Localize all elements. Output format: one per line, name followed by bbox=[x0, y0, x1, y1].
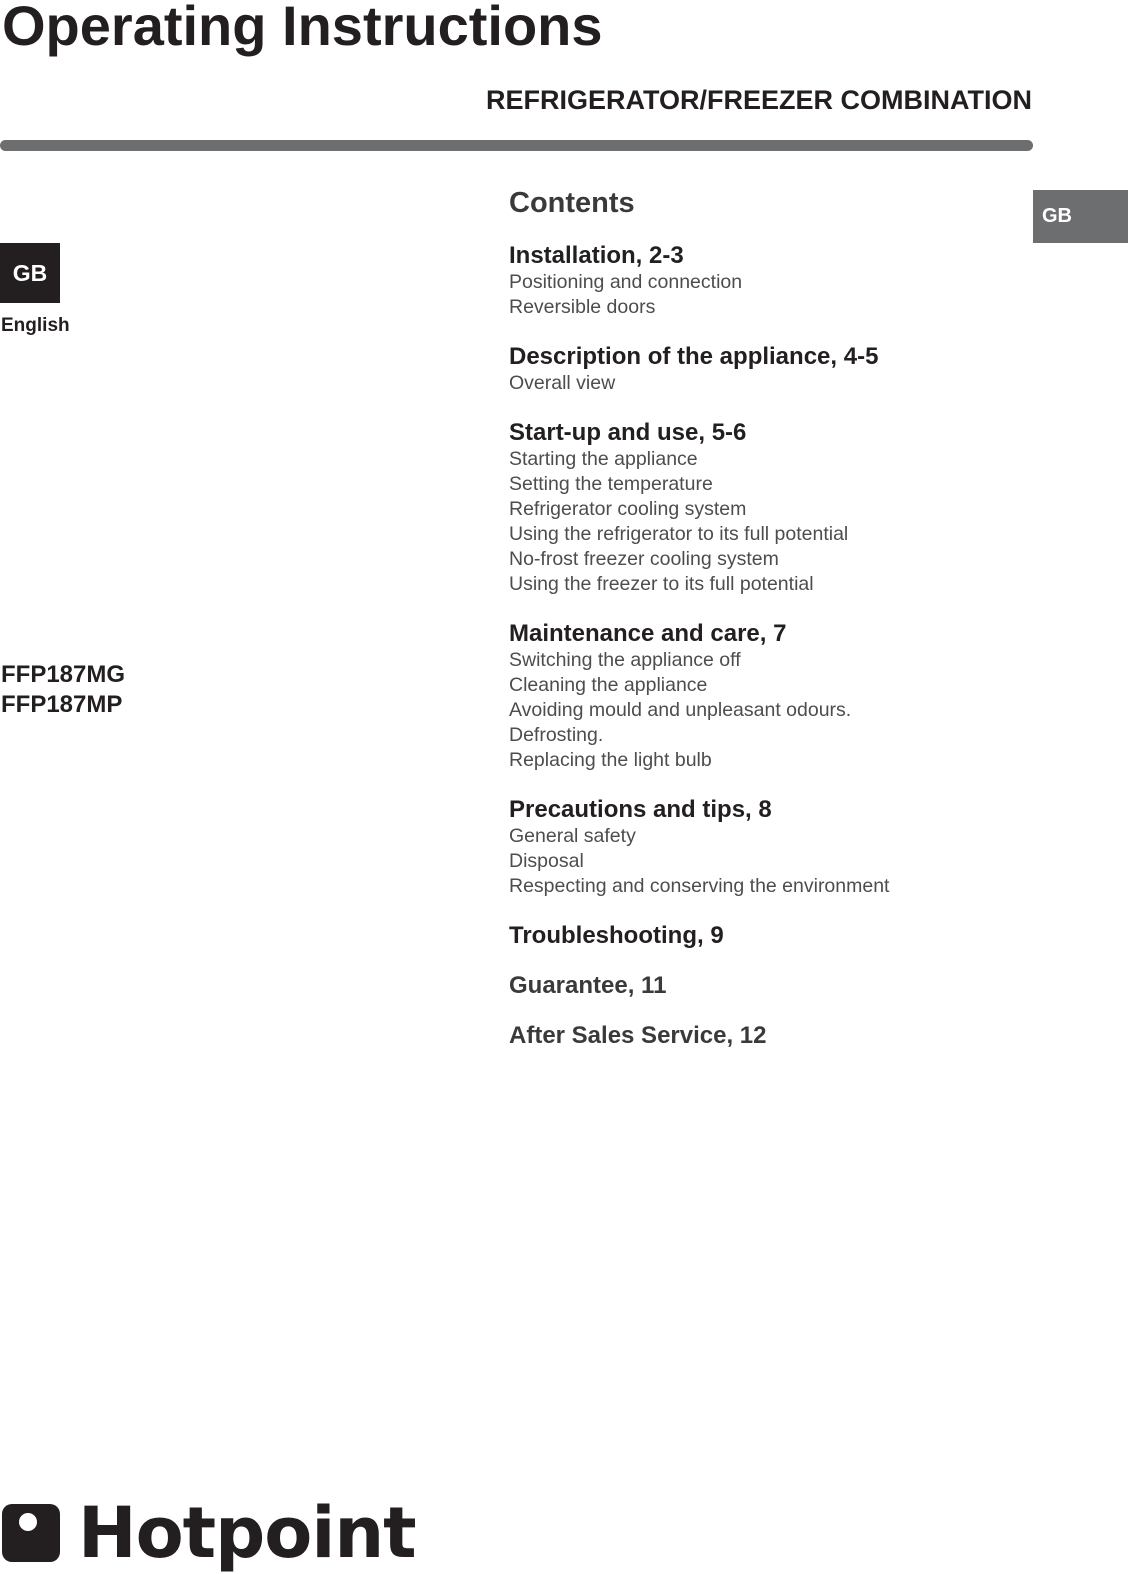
toc-item: Respecting and conserving the environment bbox=[509, 875, 890, 897]
toc-item: General safety bbox=[509, 825, 636, 847]
toc-item: Cleaning the appliance bbox=[509, 674, 708, 696]
hotpoint-logo-text: Hotpoint bbox=[78, 1492, 416, 1574]
toc-section-title: Start-up and use, 5-6 bbox=[509, 419, 747, 446]
toc-section bbox=[509, 796, 1029, 899]
toc-section-title: Precautions and tips, 8 bbox=[509, 796, 772, 823]
toc-section bbox=[509, 972, 1029, 1000]
toc-item: Switching the appliance off bbox=[509, 649, 741, 671]
toc-item: Reversible doors bbox=[509, 296, 656, 318]
model-number: FFP187MP bbox=[1, 691, 123, 718]
language-badge: GB bbox=[0, 243, 60, 303]
language-tab: GB bbox=[1033, 190, 1128, 243]
toc-item: Refrigerator cooling system bbox=[509, 498, 747, 520]
toc-section bbox=[509, 620, 1029, 773]
toc-item: Starting the appliance bbox=[509, 448, 698, 470]
table-of-contents bbox=[509, 184, 1029, 1072]
page-title: Operating Instructions bbox=[2, 0, 603, 57]
header-rule bbox=[0, 140, 1033, 151]
toc-section bbox=[509, 922, 1029, 950]
toc-item: Overall view bbox=[509, 372, 616, 394]
page-subtitle: REFRIGERATOR/FREEZER COMBINATION bbox=[486, 85, 1032, 115]
toc-section bbox=[509, 1022, 1029, 1050]
toc-item: Using the refrigerator to its full potential bbox=[509, 523, 849, 545]
toc-item: Positioning and connection bbox=[509, 271, 743, 293]
toc-section bbox=[509, 242, 1029, 320]
toc-item: Using the freezer to its full potential bbox=[509, 573, 814, 595]
toc-item: Disposal bbox=[509, 850, 584, 872]
hotpoint-logo-mark-icon bbox=[2, 1504, 60, 1562]
toc-section-title: Maintenance and care, 7 bbox=[509, 620, 787, 647]
toc-item: No-frost freezer cooling system bbox=[509, 548, 779, 570]
toc-section bbox=[509, 419, 1029, 597]
toc-item: Avoiding mould and unpleasant odours. bbox=[509, 699, 852, 721]
language-label: English bbox=[1, 315, 70, 336]
toc-item: Setting the temperature bbox=[509, 473, 713, 495]
toc-section-title: Installation, 2-3 bbox=[509, 242, 684, 269]
toc-section-title: After Sales Service, 12 bbox=[509, 1022, 767, 1049]
model-list bbox=[1, 660, 125, 720]
toc-section-title: Troubleshooting, 9 bbox=[509, 922, 724, 949]
toc-section-title: Description of the appliance, 4-5 bbox=[509, 343, 879, 370]
toc-item: Replacing the light bulb bbox=[509, 749, 712, 771]
contents-heading: Contents bbox=[509, 187, 635, 219]
model-number: FFP187MG bbox=[1, 661, 126, 688]
toc-section-title: Guarantee, 11 bbox=[509, 972, 667, 999]
toc-item: Defrosting. bbox=[509, 724, 604, 746]
toc-section bbox=[509, 343, 1029, 396]
hotpoint-logo bbox=[2, 1492, 416, 1574]
